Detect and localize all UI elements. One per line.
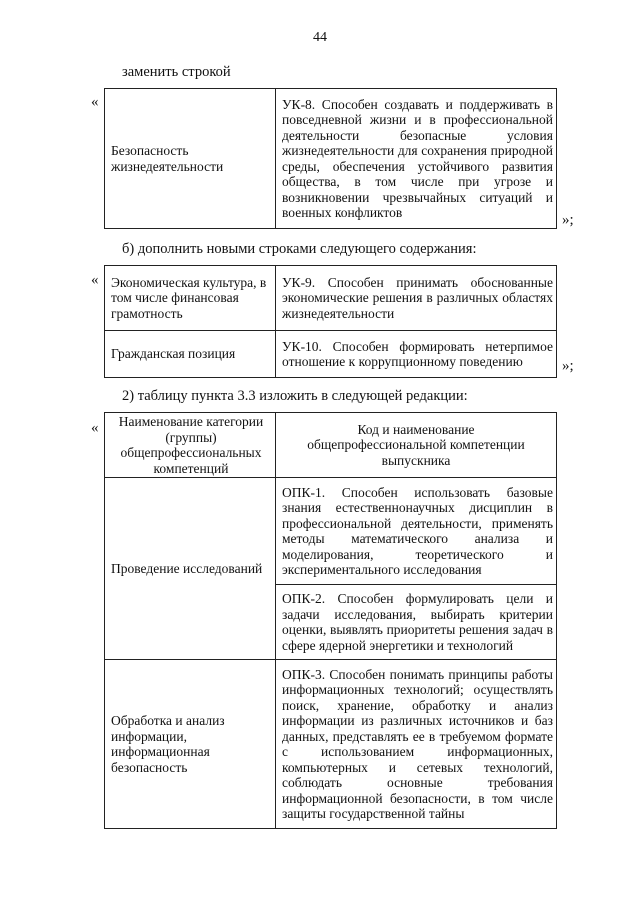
category-cell: Гражданская позиция <box>105 331 276 378</box>
header-competence: Код и наименование общепрофессиональной компетенции выпускника <box>276 413 557 478</box>
page-number: 44 <box>313 30 327 45</box>
category-cell: Безопасность жизнедеятельности <box>105 89 276 229</box>
table-row <box>105 331 557 378</box>
open-quote: « <box>91 420 99 436</box>
open-quote: « <box>91 272 99 288</box>
table-opk <box>104 412 557 829</box>
opk3-cell: ОПК-3. Способен понимать принципы работы информационных технологий; осуществлять поиск, хранение, обработку и анализ информации из различных источников и баз данных, представлять ее в требуемом формате с использованием информационных, компьютерных и сетевых технологий, соблюдать основные требования информационной безопасности, в том числе защиты государственной тайны <box>276 660 557 829</box>
opk1-cell: ОПК-1. Способен использовать базовые знания естественнонаучных дисциплин в профессиональной деятельности, применять методы математического анализа и моделирования, теоретического и экспериментального исследования <box>276 478 557 585</box>
close-quote: »; <box>562 358 574 374</box>
close-quote: »; <box>562 212 574 228</box>
table-new-rows <box>104 265 557 378</box>
header-category: Наименование категории (группы) общепрофессиональных компетенций <box>105 413 276 478</box>
table-replacement <box>104 88 557 229</box>
table-row <box>105 266 557 331</box>
table-row <box>105 660 557 829</box>
competence-cell: УК-10. Способен формировать нетерпимое отношение к коррупционному поведению <box>276 331 557 378</box>
competence-cell: УК-9. Способен принимать обоснованные экономические решения в различных областях жизнедеятельности <box>276 266 557 331</box>
table-row <box>105 89 557 229</box>
intro-line: заменить строкой <box>122 64 231 80</box>
paragraph-b: б) дополнить новыми строками следующего содержания: <box>122 241 477 257</box>
table-header-row <box>105 413 557 478</box>
opk2-cell: ОПК-2. Способен формулировать цели и задачи исследования, выбирать критерии оценки, выявлять приоритеты решения задач в сфере ядерной энергетики и технологий <box>276 585 557 660</box>
table-row <box>105 478 557 585</box>
category-cell: Экономическая культура, в том числе финансовая грамотность <box>105 266 276 331</box>
paragraph-2: 2) таблицу пункта 3.3 изложить в следующей редакции: <box>122 388 468 404</box>
open-quote: « <box>91 94 99 110</box>
group-cell-information: Обработка и анализ информации, информационная безопасность <box>105 660 276 829</box>
competence-cell: УК-8. Способен создавать и поддерживать в повседневной жизни и в профессиональной деятельности безопасные условия жизнедеятельности для сохранения природной среды, обеспечения устойчивого развития общества, в том числе при угрозе и возникновении чрезвычайных ситуаций и военных конфликтов <box>276 89 557 229</box>
group-cell-research: Проведение исследований <box>105 478 276 660</box>
